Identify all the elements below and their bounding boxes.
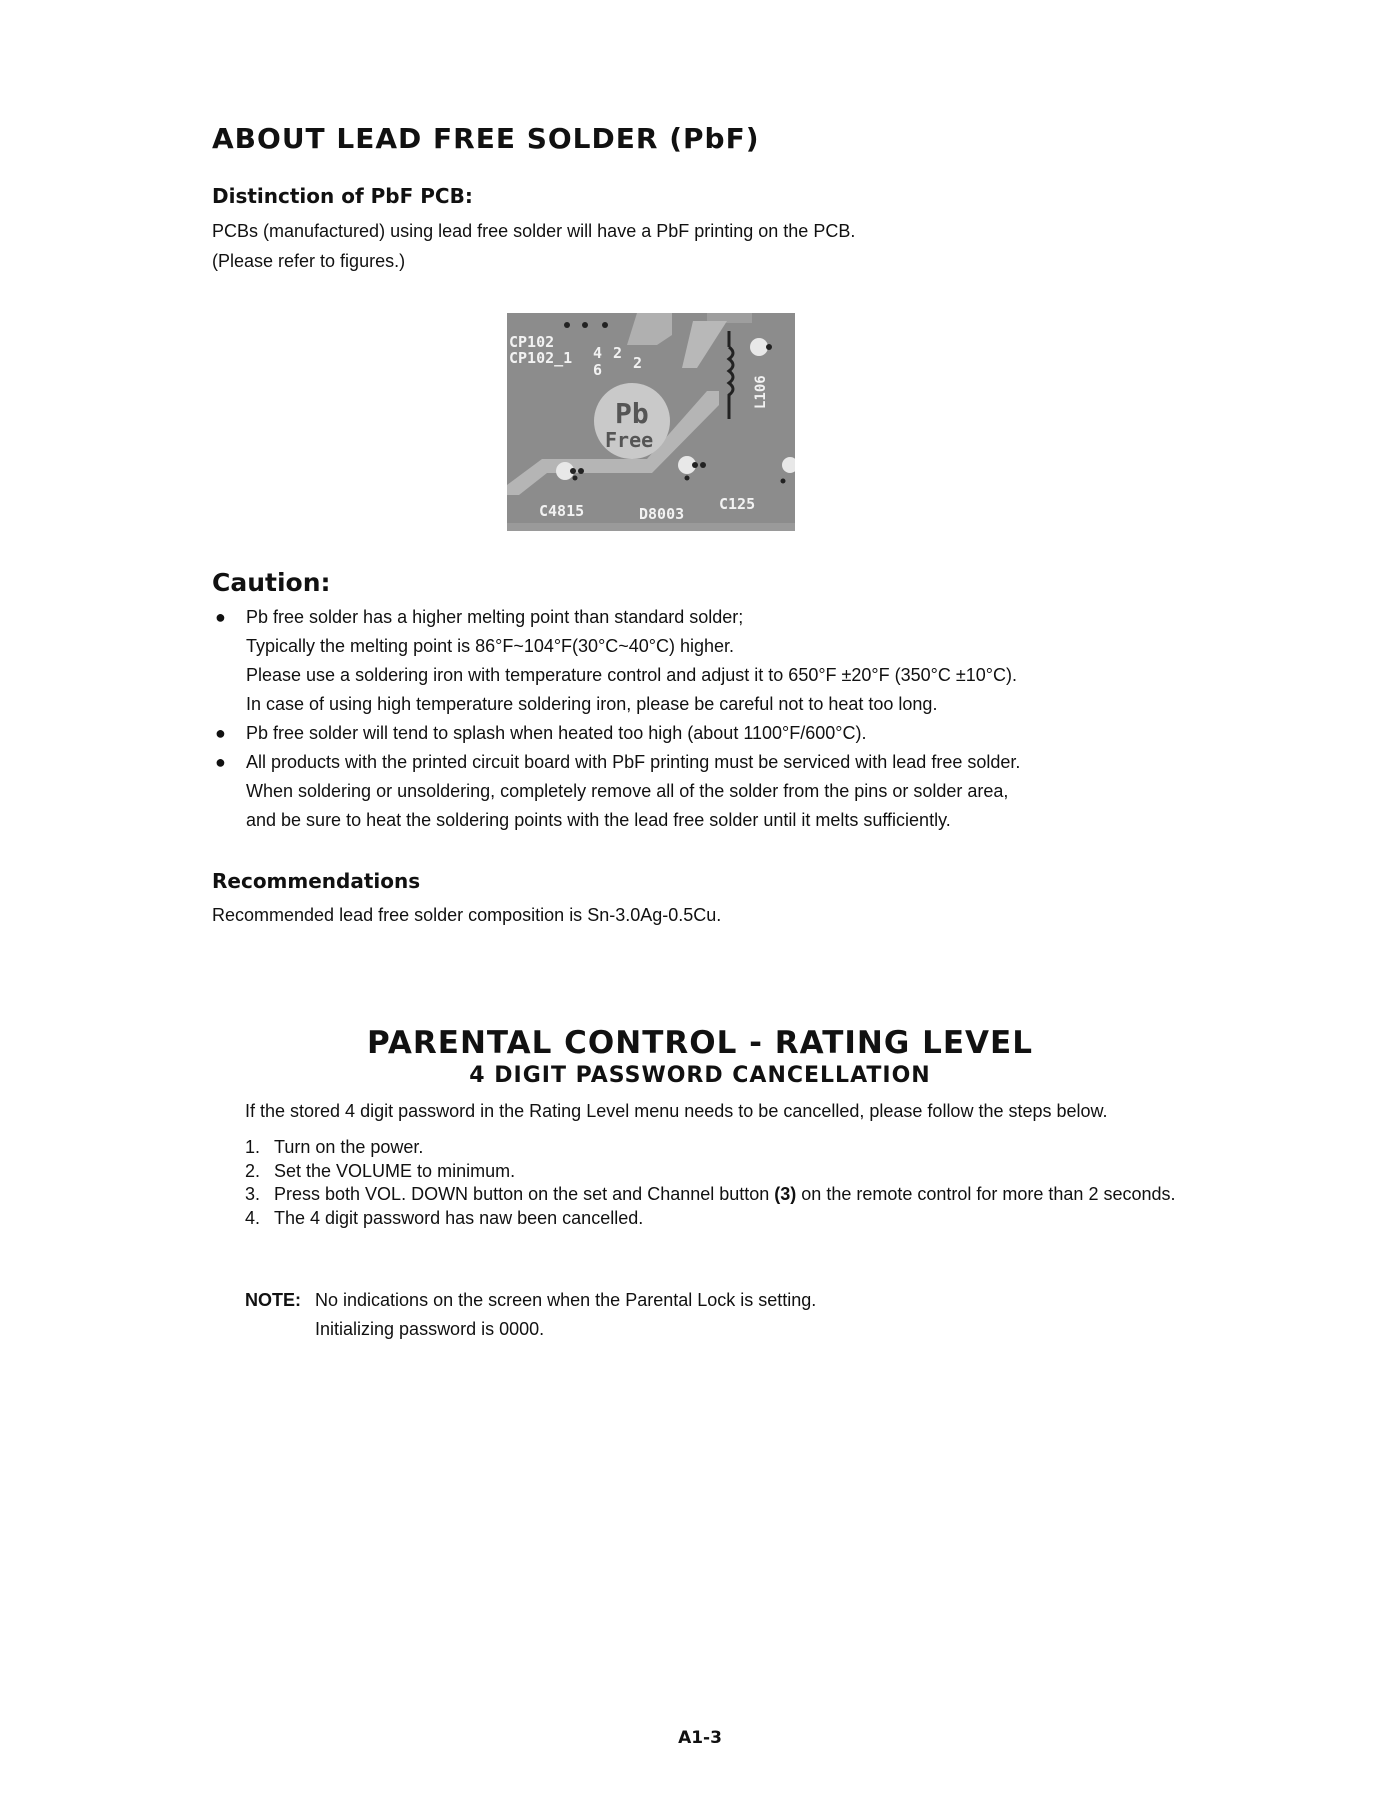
page-title: ABOUT LEAD FREE SOLDER (PbF) xyxy=(212,122,760,155)
parental-title: PARENTAL CONTROL - RATING LEVEL xyxy=(367,1025,1033,1061)
step-text: Set the VOLUME to minimum. xyxy=(274,1160,516,1181)
step-text: The 4 digit password has naw been cancelled. xyxy=(274,1207,644,1228)
pb-logo-text: Pb xyxy=(615,397,649,430)
pcb-photo xyxy=(507,313,795,531)
caution-line: and be sure to heat the soldering points with the lead free solder until it melts sufficiently. xyxy=(246,810,951,830)
caution-item xyxy=(212,603,1212,719)
note-line: Initializing password is 0000. xyxy=(315,1319,545,1339)
step-number: 4. xyxy=(245,1207,261,1228)
parental-subtitle: 4 DIGIT PASSWORD CANCELLATION xyxy=(469,1063,931,1088)
caution-line: Please use a soldering iron with temperature control and adjust it to 650°F ±20°F (350°C ±10°C). xyxy=(246,665,1017,685)
step-item xyxy=(245,1160,1205,1184)
distinction-heading: Distinction of PbF PCB: xyxy=(212,184,473,208)
note-label: NOTE: xyxy=(245,1290,301,1310)
step-text: Press both VOL. DOWN button on the set and Channel button xyxy=(274,1184,775,1204)
caution-list xyxy=(212,603,1212,835)
caution-item xyxy=(212,748,1212,835)
pcb-label: D8003 xyxy=(639,505,685,523)
pcb-label: L106 xyxy=(753,375,769,409)
caution-item xyxy=(212,719,1212,748)
step-item xyxy=(245,1136,1205,1160)
free-logo-text: Free xyxy=(605,428,654,452)
distinction-line: PCBs (manufactured) using lead free solder will have a PbF printing on the PCB. xyxy=(212,221,856,241)
steps-list xyxy=(245,1136,1205,1230)
step-text: on the remote control for more than 2 seconds. xyxy=(796,1184,1176,1204)
pcb-label: 2 xyxy=(633,354,643,372)
caution-line: All products with the printed circuit board with PbF printing must be serviced with lead free solder. xyxy=(246,752,1021,772)
pcb-label: 6 xyxy=(593,361,603,379)
note-line: No indications on the screen when the Parental Lock is setting. xyxy=(315,1290,817,1310)
pcb-illustration xyxy=(507,313,795,531)
bullet-icon: ● xyxy=(215,723,226,743)
pcb-label: CP102 xyxy=(509,333,555,351)
caution-line: When soldering or unsoldering, completely remove all of the solder from the pins or solder area, xyxy=(246,781,1009,801)
pcb-label: C4815 xyxy=(539,502,585,520)
step-bold-text: (3) xyxy=(774,1184,797,1204)
recommendations-line: Recommended lead free solder composition is Sn-3.0Ag-0.5Cu. xyxy=(212,905,722,925)
step-number: 3. xyxy=(245,1184,261,1204)
caution-line: Pb free solder has a higher melting point than standard solder; xyxy=(246,607,744,627)
pcb-label: 4 xyxy=(593,344,603,362)
distinction-line: (Please refer to figures.) xyxy=(212,251,406,271)
caution-line: In case of using high temperature soldering iron, please be careful not to heat too long. xyxy=(246,694,938,714)
caution-line: Pb free solder will tend to splash when heated too high (about 1100°F/600°C). xyxy=(246,723,867,743)
step-text: Turn on the power. xyxy=(274,1137,424,1157)
step-number: 1. xyxy=(245,1137,261,1157)
parental-intro: If the stored 4 digit password in the Rating Level menu needs to be cancelled, please follow the steps below. xyxy=(245,1101,1108,1121)
pcb-label: 2 xyxy=(613,344,623,362)
distinction-text xyxy=(212,216,855,276)
bullet-icon: ● xyxy=(215,607,226,627)
step-item xyxy=(245,1183,1205,1207)
recommendations-heading: Recommendations xyxy=(212,869,421,893)
pcb-label: CP102_1 xyxy=(509,349,573,367)
page-number: A1-3 xyxy=(678,1728,722,1748)
step-number: 2. xyxy=(245,1160,261,1181)
recommendations-text xyxy=(212,900,721,930)
bullet-icon: ● xyxy=(215,752,226,772)
pcb-label: C125 xyxy=(719,495,756,513)
note-lines xyxy=(315,1286,816,1344)
caution-line: Typically the melting point is 86°F~104°F(30°C~40°C) higher. xyxy=(246,636,735,656)
step-item xyxy=(245,1207,1205,1231)
caution-heading: Caution: xyxy=(212,568,331,597)
